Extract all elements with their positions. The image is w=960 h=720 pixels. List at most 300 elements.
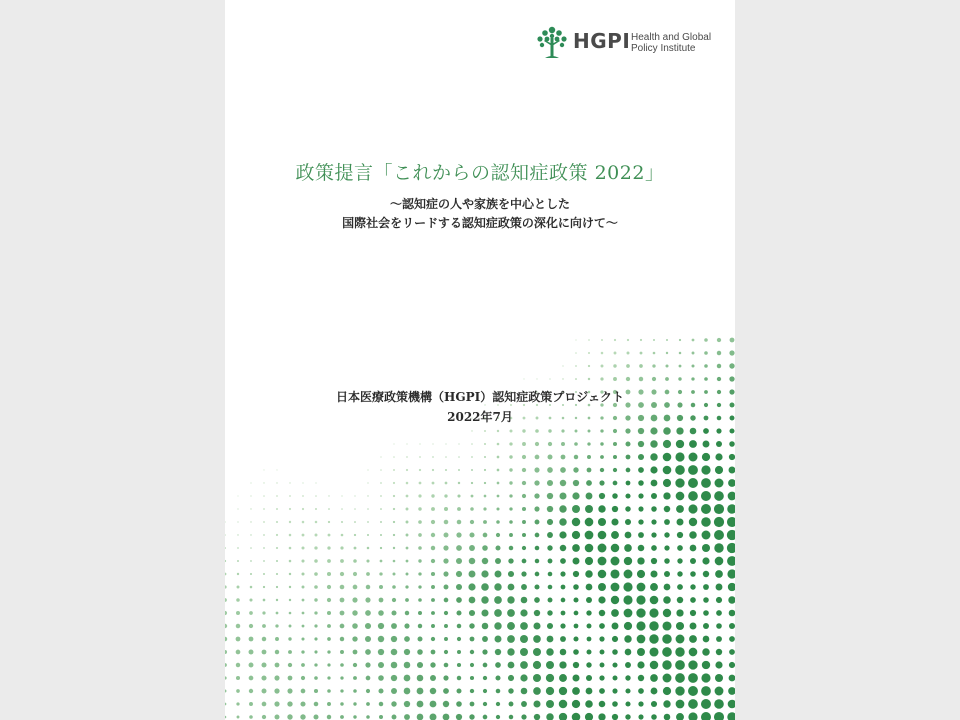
pattern-dot <box>509 481 512 484</box>
pattern-dot <box>497 469 500 472</box>
pattern-dot <box>573 649 579 655</box>
pattern-dot <box>300 701 305 706</box>
pattern-dot <box>314 663 317 666</box>
pattern-dot <box>692 352 695 355</box>
pattern-dot <box>470 702 475 707</box>
dot-wave-graphic <box>225 0 735 720</box>
pattern-dot <box>663 440 671 448</box>
pattern-dot <box>327 585 331 589</box>
pattern-dot <box>366 585 370 589</box>
pattern-dot <box>727 530 735 540</box>
pattern-dot <box>406 443 407 444</box>
pattern-dot <box>276 612 279 615</box>
pattern-dot <box>559 674 567 682</box>
pattern-dot <box>664 584 671 591</box>
pattern-dot <box>289 521 291 523</box>
pattern-dot <box>302 482 303 483</box>
pattern-dot <box>714 712 724 720</box>
pattern-dot <box>716 597 722 603</box>
pattern-dot <box>729 454 735 460</box>
pattern-dot <box>313 714 318 719</box>
pattern-dot <box>702 661 710 669</box>
pattern-dot <box>523 378 524 379</box>
pattern-dot <box>366 702 370 706</box>
pattern-dot <box>728 479 735 487</box>
pattern-dot <box>393 456 395 458</box>
pattern-dot <box>651 493 657 499</box>
pattern-dot <box>535 572 540 577</box>
pattern-dot <box>249 689 253 693</box>
pattern-dot <box>627 352 630 355</box>
pattern-dot <box>225 534 226 536</box>
pattern-dot <box>677 532 683 538</box>
pattern-dot <box>676 440 684 448</box>
pattern-dot <box>650 570 657 577</box>
pattern-dot <box>301 689 306 694</box>
subtitle-line-2: 国際社会をリードする認知症政策の深化に向けて～ <box>342 216 618 230</box>
pattern-dot <box>651 480 658 487</box>
pattern-dot <box>624 609 633 618</box>
pattern-dot <box>497 430 499 432</box>
document-page <box>225 0 735 720</box>
pattern-dot <box>586 610 591 615</box>
pattern-dot <box>625 688 630 693</box>
pattern-dot <box>522 455 526 459</box>
pattern-dot <box>314 676 318 680</box>
pattern-dot <box>675 647 684 656</box>
pattern-dot <box>625 649 632 656</box>
pattern-dot <box>352 610 357 615</box>
pattern-dot <box>598 531 607 540</box>
pattern-dot <box>340 637 344 641</box>
pattern-dot <box>327 689 331 693</box>
pattern-dot <box>250 547 252 549</box>
pattern-dot <box>535 455 540 460</box>
pattern-dot <box>651 532 656 537</box>
pattern-dot <box>353 689 357 693</box>
pattern-dot <box>611 531 619 539</box>
pattern-dot <box>417 649 423 655</box>
pattern-dot <box>443 714 450 720</box>
pattern-dot <box>650 661 658 669</box>
pattern-dot <box>701 517 711 527</box>
pattern-dot <box>444 585 449 590</box>
pattern-dot <box>625 701 630 706</box>
pattern-dot <box>625 506 630 511</box>
pattern-dot <box>276 599 278 601</box>
pattern-dot <box>237 560 239 562</box>
pattern-dot <box>418 546 422 550</box>
pattern-dot <box>650 596 659 605</box>
pattern-dot <box>625 714 630 719</box>
pattern-dot <box>496 520 500 524</box>
pattern-dot <box>637 661 644 668</box>
pattern-dot <box>380 508 382 510</box>
pattern-dot <box>237 586 240 589</box>
pattern-dot <box>729 363 734 368</box>
pattern-dot <box>688 712 697 720</box>
pattern-dot <box>457 637 461 641</box>
pattern-dot <box>379 585 383 589</box>
pattern-dot <box>458 443 459 444</box>
pattern-dot <box>585 570 592 577</box>
pattern-dot <box>703 597 709 603</box>
pattern-dot <box>274 675 279 680</box>
pattern-dot <box>484 495 487 498</box>
pattern-dot <box>715 674 723 682</box>
pattern-dot <box>600 650 605 655</box>
pattern-dot <box>534 714 540 720</box>
pattern-dot <box>495 662 501 668</box>
pattern-dot <box>483 715 488 720</box>
pattern-dot <box>470 637 475 642</box>
pattern-dot <box>663 453 672 462</box>
pattern-dot <box>417 688 424 695</box>
pattern-dot <box>548 429 551 432</box>
pattern-dot <box>638 506 643 511</box>
pattern-dot <box>430 688 437 695</box>
pattern-dot <box>688 699 698 709</box>
pattern-dot <box>675 452 684 461</box>
pattern-dot <box>405 611 409 615</box>
pattern-dot <box>701 491 711 501</box>
pattern-dot <box>353 663 357 667</box>
pattern-dot <box>573 636 578 641</box>
pattern-dot <box>315 508 317 510</box>
pattern-dot <box>664 506 671 513</box>
pattern-dot <box>366 676 371 681</box>
pattern-dot <box>587 624 592 629</box>
pattern-dot <box>457 507 461 511</box>
pattern-dot <box>507 648 514 655</box>
pattern-dot <box>482 545 488 551</box>
pattern-dot <box>666 339 668 341</box>
pattern-dot <box>340 559 344 563</box>
pattern-dot <box>600 377 603 380</box>
pattern-dot <box>378 610 384 616</box>
pattern-dot <box>676 505 684 513</box>
pattern-dot <box>237 508 238 509</box>
pattern-dot <box>469 623 474 628</box>
pattern-dot <box>704 364 708 368</box>
pattern-dot <box>572 544 580 552</box>
pattern-dot <box>535 559 540 564</box>
pattern-dot <box>302 599 305 602</box>
pattern-dot <box>675 660 685 670</box>
pattern-dot <box>638 454 644 460</box>
pattern-dot <box>237 547 239 549</box>
pattern-dot <box>263 599 266 602</box>
pattern-dot <box>691 364 694 367</box>
pattern-dot <box>484 456 486 458</box>
pattern-dot <box>689 518 697 526</box>
pattern-dot <box>716 649 722 655</box>
pattern-dot <box>340 689 343 692</box>
pattern-dot <box>652 364 655 367</box>
pattern-dot <box>262 650 267 655</box>
pattern-dot <box>688 504 697 513</box>
pattern-dot <box>611 518 618 525</box>
pattern-dot <box>471 482 473 484</box>
pattern-dot <box>534 584 539 589</box>
pattern-dot <box>728 700 735 709</box>
pattern-dot <box>508 584 515 591</box>
pattern-dot <box>456 714 462 720</box>
pattern-dot <box>729 428 734 433</box>
pattern-dot <box>314 611 317 614</box>
pattern-dot <box>559 531 566 538</box>
pattern-dot <box>613 364 616 367</box>
pattern-dot <box>367 469 368 470</box>
pattern-dot <box>366 715 370 719</box>
pattern-dot <box>662 660 671 669</box>
pattern-dot <box>225 547 226 549</box>
pattern-dot <box>391 623 397 629</box>
pattern-dot <box>599 610 605 616</box>
pattern-dot <box>301 572 304 575</box>
pattern-dot <box>692 339 695 342</box>
pattern-dot <box>352 636 357 641</box>
pattern-dot <box>715 557 724 566</box>
pattern-dot <box>406 482 409 485</box>
pattern-dot <box>638 532 644 538</box>
pattern-dot <box>666 352 668 354</box>
pattern-dot <box>468 583 475 590</box>
pattern-dot <box>636 608 645 617</box>
pattern-dot <box>560 558 566 564</box>
pattern-dot <box>638 701 643 706</box>
pattern-dot <box>676 622 684 630</box>
pattern-dot <box>598 505 605 512</box>
pattern-dot <box>729 675 735 682</box>
pattern-dot <box>431 559 435 563</box>
pattern-dot <box>481 609 488 616</box>
pattern-dot <box>559 505 566 512</box>
pattern-dot <box>225 663 227 667</box>
pattern-dot <box>535 520 540 525</box>
pattern-dot <box>676 713 684 720</box>
pattern-dot <box>586 493 593 500</box>
pattern-dot <box>649 621 658 630</box>
pattern-dot <box>638 441 644 447</box>
pattern-dot <box>391 688 397 694</box>
pattern-dot <box>328 534 331 537</box>
pattern-dot <box>714 699 724 709</box>
pattern-dot <box>534 610 540 616</box>
pattern-dot <box>559 713 567 720</box>
pattern-dot <box>612 688 617 693</box>
pattern-dot <box>560 649 567 656</box>
pattern-dot <box>341 508 343 510</box>
pattern-dot <box>653 352 656 355</box>
pattern-dot <box>586 688 593 695</box>
pattern-dot <box>315 495 317 497</box>
pattern-dot <box>727 504 735 514</box>
pattern-dot <box>262 624 266 628</box>
pattern-dot <box>314 546 317 549</box>
pattern-dot <box>653 339 655 341</box>
pattern-dot <box>675 465 685 475</box>
pattern-dot <box>327 598 331 602</box>
pattern-dot <box>353 715 356 718</box>
pattern-dot <box>703 428 709 434</box>
pattern-dot <box>236 702 239 705</box>
pattern-dot <box>249 611 253 615</box>
pattern-dot <box>715 479 724 488</box>
pattern-dot <box>717 377 721 381</box>
pattern-dot <box>405 585 408 588</box>
pattern-dot <box>535 442 539 446</box>
pattern-dot <box>445 469 447 471</box>
pattern-dot <box>417 675 424 682</box>
pattern-dot <box>289 599 291 601</box>
pattern-dot <box>507 596 514 603</box>
pattern-dot <box>614 339 616 341</box>
pattern-dot <box>352 623 358 629</box>
pattern-dot <box>327 624 331 628</box>
pattern-dot <box>340 624 345 629</box>
pattern-dot <box>365 636 371 642</box>
pattern-dot <box>497 482 500 485</box>
pattern-dot <box>521 571 526 576</box>
pattern-dot <box>662 647 672 657</box>
pattern-dot <box>250 495 251 496</box>
pattern-dot <box>663 687 671 695</box>
pattern-dot <box>419 469 421 471</box>
pattern-dot <box>469 571 476 578</box>
pattern-dot <box>520 635 528 643</box>
pattern-dot <box>639 377 643 381</box>
pattern-dot <box>457 650 461 654</box>
pattern-dot <box>600 455 604 459</box>
pattern-dot <box>365 597 370 602</box>
pattern-dot <box>327 650 330 653</box>
pattern-dot <box>611 609 619 617</box>
pattern-dot <box>547 636 554 643</box>
pattern-dot <box>276 495 278 497</box>
pattern-dot <box>418 507 421 510</box>
pattern-dot <box>509 715 513 719</box>
pattern-dot <box>276 508 278 510</box>
pattern-dot <box>432 482 435 485</box>
pattern-dot <box>341 495 342 496</box>
pattern-dot <box>457 663 461 667</box>
pattern-dot <box>250 586 253 589</box>
organization-name: 日本医療政策機構（HGPI）認知症政策プロジェクト <box>336 390 624 404</box>
pattern-dot <box>573 584 579 590</box>
pattern-dot <box>456 610 461 615</box>
pattern-dot <box>663 609 671 617</box>
pattern-dot <box>496 533 500 537</box>
pattern-dot <box>300 714 305 719</box>
pattern-dot <box>419 456 421 458</box>
pattern-dot <box>418 572 421 575</box>
pattern-dot <box>536 378 537 379</box>
pattern-dot <box>601 365 604 368</box>
pattern-dot <box>509 429 512 432</box>
pattern-dot <box>236 663 240 667</box>
pattern-dot <box>495 636 502 643</box>
pattern-dot <box>717 351 721 355</box>
pattern-dot <box>225 716 226 719</box>
pattern-dot <box>469 532 474 537</box>
publication-date: 2022年7月 <box>447 410 513 424</box>
pattern-dot <box>456 584 462 590</box>
pattern-dot <box>288 650 292 654</box>
pattern-dot <box>716 441 722 447</box>
pattern-dot <box>367 508 369 510</box>
pattern-dot <box>562 365 563 366</box>
pattern-dot <box>663 479 671 487</box>
pattern-dot <box>587 650 592 655</box>
pattern-dot <box>559 661 566 668</box>
pattern-dot <box>314 559 318 563</box>
pattern-dot <box>664 545 669 550</box>
pattern-dot <box>521 701 527 707</box>
pattern-dot <box>547 545 552 550</box>
pattern-dot <box>406 560 409 563</box>
pattern-dot <box>601 339 603 341</box>
pattern-dot <box>612 649 618 655</box>
pattern-dot <box>275 715 280 720</box>
pattern-dot <box>679 365 682 368</box>
pattern-dot <box>689 648 698 657</box>
pattern-dot <box>302 508 304 510</box>
pattern-dot <box>522 520 526 524</box>
pattern-dot <box>572 700 580 708</box>
pattern-dot <box>418 585 421 588</box>
pattern-dot <box>626 468 631 473</box>
pattern-dot <box>560 480 566 486</box>
pattern-dot <box>650 674 658 682</box>
pattern-dot <box>419 482 422 485</box>
pattern-dot <box>625 493 630 498</box>
pattern-dot <box>483 663 488 668</box>
pattern-dot <box>624 635 631 642</box>
pattern-dot <box>301 559 304 562</box>
pattern-dot <box>560 623 565 628</box>
tree-logo-icon <box>535 24 569 60</box>
pattern-dot <box>249 637 254 642</box>
pattern-dot <box>611 544 620 553</box>
pattern-dot <box>378 688 383 693</box>
pattern-dot <box>507 622 515 630</box>
pattern-dot <box>289 482 290 483</box>
pattern-dot <box>367 495 368 496</box>
pattern-dot <box>559 700 567 708</box>
pattern-dot <box>237 521 238 522</box>
pattern-dot <box>613 442 617 446</box>
pattern-dot <box>289 547 292 550</box>
pattern-dot <box>250 560 252 562</box>
pattern-dot <box>690 428 697 435</box>
pattern-dot <box>288 637 291 640</box>
pattern-dot <box>549 378 550 379</box>
pattern-dot <box>676 427 683 434</box>
pattern-dot <box>612 701 618 707</box>
pattern-dot <box>573 467 578 472</box>
pattern-dot <box>302 534 305 537</box>
pattern-dot <box>573 597 578 602</box>
pattern-dot <box>340 702 343 705</box>
pattern-dot <box>404 636 410 642</box>
pattern-dot <box>727 712 735 720</box>
pattern-dot <box>623 595 632 604</box>
pattern-dot <box>664 532 669 537</box>
pattern-dot <box>432 456 434 458</box>
pattern-dot <box>572 674 579 681</box>
pattern-dot <box>612 714 618 720</box>
